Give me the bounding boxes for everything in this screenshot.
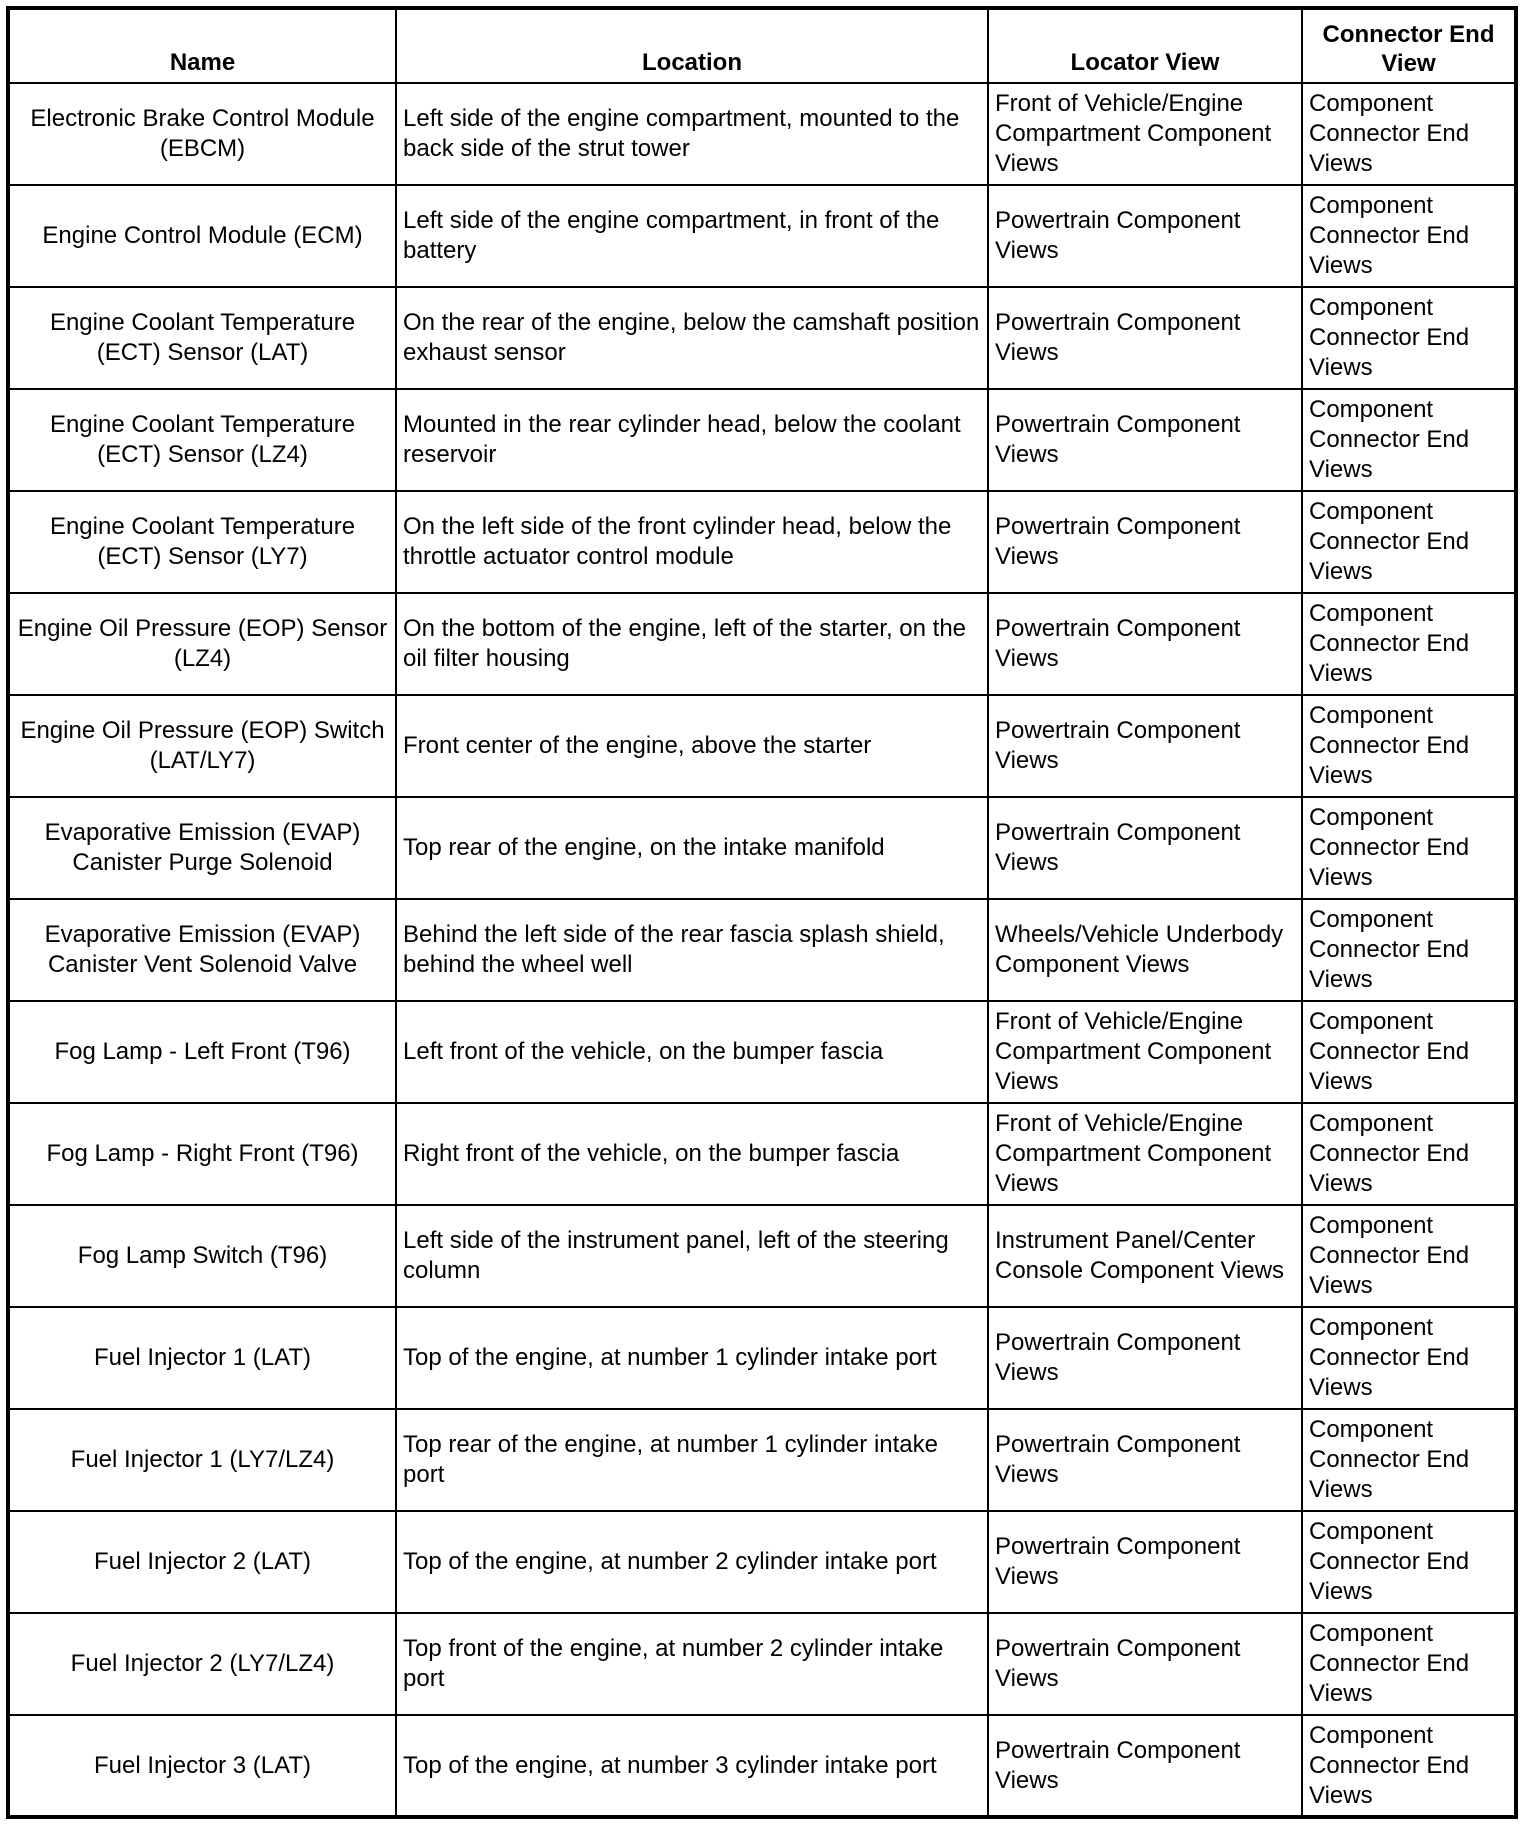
locator-view-cell: Front of Vehicle/Engine Compartment Component Views xyxy=(988,1103,1302,1205)
location-cell: Top front of the engine, at number 2 cylinder intake port xyxy=(396,1613,988,1715)
name-cell: Fuel Injector 3 (LAT) xyxy=(8,1715,396,1817)
locator-view-cell: Powertrain Component Views xyxy=(988,1715,1302,1817)
location-cell: Top of the engine, at number 1 cylinder intake port xyxy=(396,1307,988,1409)
header-connector-end-view: Connector End View xyxy=(1302,8,1516,83)
location-cell: Top rear of the engine, at number 1 cylinder intake port xyxy=(396,1409,988,1511)
location-cell: Top rear of the engine, on the intake manifold xyxy=(396,797,988,899)
location-cell: Left front of the vehicle, on the bumper fascia xyxy=(396,1001,988,1103)
connector-end-view-cell: Component Connector End Views xyxy=(1302,491,1516,593)
table-row xyxy=(8,491,1516,593)
header-location: Location xyxy=(396,8,988,83)
table-row xyxy=(8,899,1516,1001)
table-row xyxy=(8,1001,1516,1103)
location-cell: On the bottom of the engine, left of the starter, on the oil filter housing xyxy=(396,593,988,695)
location-cell: Front center of the engine, above the starter xyxy=(396,695,988,797)
locator-view-cell: Powertrain Component Views xyxy=(988,1409,1302,1511)
location-cell: On the left side of the front cylinder head, below the throttle actuator control module xyxy=(396,491,988,593)
table-row xyxy=(8,593,1516,695)
table-row xyxy=(8,797,1516,899)
connector-end-view-cell: Component Connector End Views xyxy=(1302,695,1516,797)
locator-view-cell: Powertrain Component Views xyxy=(988,389,1302,491)
location-cell: Right front of the vehicle, on the bumper fascia xyxy=(396,1103,988,1205)
connector-end-view-cell: Component Connector End Views xyxy=(1302,1715,1516,1817)
location-cell: Top of the engine, at number 3 cylinder intake port xyxy=(396,1715,988,1817)
connector-end-view-cell: Component Connector End Views xyxy=(1302,1409,1516,1511)
locator-view-cell: Powertrain Component Views xyxy=(988,287,1302,389)
table-row xyxy=(8,389,1516,491)
name-cell: Fuel Injector 2 (LAT) xyxy=(8,1511,396,1613)
name-cell: Fog Lamp - Left Front (T96) xyxy=(8,1001,396,1103)
connector-end-view-cell: Component Connector End Views xyxy=(1302,185,1516,287)
name-cell: Engine Oil Pressure (EOP) Switch (LAT/LY7) xyxy=(8,695,396,797)
table-row xyxy=(8,1205,1516,1307)
name-cell: Fuel Injector 1 (LY7/LZ4) xyxy=(8,1409,396,1511)
locator-view-cell: Powertrain Component Views xyxy=(988,797,1302,899)
connector-end-view-cell: Component Connector End Views xyxy=(1302,1001,1516,1103)
name-cell: Evaporative Emission (EVAP) Canister Purge Solenoid xyxy=(8,797,396,899)
table-row xyxy=(8,1409,1516,1511)
name-cell: Fog Lamp - Right Front (T96) xyxy=(8,1103,396,1205)
name-cell: Engine Coolant Temperature (ECT) Sensor (LZ4) xyxy=(8,389,396,491)
location-cell: Left side of the engine compartment, mounted to the back side of the strut tower xyxy=(396,83,988,185)
connector-end-view-cell: Component Connector End Views xyxy=(1302,593,1516,695)
locator-view-cell: Front of Vehicle/Engine Compartment Component Views xyxy=(988,83,1302,185)
table-row xyxy=(8,287,1516,389)
locator-view-cell: Wheels/Vehicle Underbody Component Views xyxy=(988,899,1302,1001)
locator-view-cell: Instrument Panel/Center Console Component Views xyxy=(988,1205,1302,1307)
connector-end-view-cell: Component Connector End Views xyxy=(1302,1307,1516,1409)
table-row xyxy=(8,1511,1516,1613)
connector-end-view-cell: Component Connector End Views xyxy=(1302,1613,1516,1715)
table-row xyxy=(8,185,1516,287)
table-header xyxy=(8,8,1516,83)
table-row xyxy=(8,1103,1516,1205)
locator-view-cell: Powertrain Component Views xyxy=(988,695,1302,797)
connector-end-view-cell: Component Connector End Views xyxy=(1302,287,1516,389)
table-row xyxy=(8,1613,1516,1715)
header-row xyxy=(8,8,1516,83)
connector-end-view-cell: Component Connector End Views xyxy=(1302,1103,1516,1205)
name-cell: Evaporative Emission (EVAP) Canister Vent Solenoid Valve xyxy=(8,899,396,1001)
component-locator-sheet xyxy=(6,6,1514,1820)
name-cell: Fuel Injector 1 (LAT) xyxy=(8,1307,396,1409)
table-body xyxy=(8,83,1516,1817)
location-cell: Left side of the instrument panel, left of the steering column xyxy=(396,1205,988,1307)
name-cell: Fuel Injector 2 (LY7/LZ4) xyxy=(8,1613,396,1715)
location-cell: Behind the left side of the rear fascia splash shield, behind the wheel well xyxy=(396,899,988,1001)
connector-end-view-cell: Component Connector End Views xyxy=(1302,83,1516,185)
connector-end-view-cell: Component Connector End Views xyxy=(1302,1205,1516,1307)
connector-end-view-cell: Component Connector End Views xyxy=(1302,797,1516,899)
table-row xyxy=(8,83,1516,185)
locator-view-cell: Powertrain Component Views xyxy=(988,185,1302,287)
table-row xyxy=(8,695,1516,797)
locator-view-cell: Front of Vehicle/Engine Compartment Component Views xyxy=(988,1001,1302,1103)
header-name: Name xyxy=(8,8,396,83)
location-cell: Top of the engine, at number 2 cylinder intake port xyxy=(396,1511,988,1613)
locator-view-cell: Powertrain Component Views xyxy=(988,1613,1302,1715)
name-cell: Engine Coolant Temperature (ECT) Sensor (LAT) xyxy=(8,287,396,389)
table-row xyxy=(8,1715,1516,1817)
locator-view-cell: Powertrain Component Views xyxy=(988,1511,1302,1613)
name-cell: Engine Coolant Temperature (ECT) Sensor (LY7) xyxy=(8,491,396,593)
location-cell: Left side of the engine compartment, in front of the battery xyxy=(396,185,988,287)
component-locator-table xyxy=(6,6,1518,1819)
connector-end-view-cell: Component Connector End Views xyxy=(1302,899,1516,1001)
locator-view-cell: Powertrain Component Views xyxy=(988,593,1302,695)
name-cell: Electronic Brake Control Module (EBCM) xyxy=(8,83,396,185)
table-row xyxy=(8,1307,1516,1409)
connector-end-view-cell: Component Connector End Views xyxy=(1302,389,1516,491)
connector-end-view-cell: Component Connector End Views xyxy=(1302,1511,1516,1613)
location-cell: Mounted in the rear cylinder head, below the coolant reservoir xyxy=(396,389,988,491)
name-cell: Fog Lamp Switch (T96) xyxy=(8,1205,396,1307)
location-cell: On the rear of the engine, below the camshaft position exhaust sensor xyxy=(396,287,988,389)
locator-view-cell: Powertrain Component Views xyxy=(988,491,1302,593)
name-cell: Engine Control Module (ECM) xyxy=(8,185,396,287)
locator-view-cell: Powertrain Component Views xyxy=(988,1307,1302,1409)
header-locator-view: Locator View xyxy=(988,8,1302,83)
name-cell: Engine Oil Pressure (EOP) Sensor (LZ4) xyxy=(8,593,396,695)
